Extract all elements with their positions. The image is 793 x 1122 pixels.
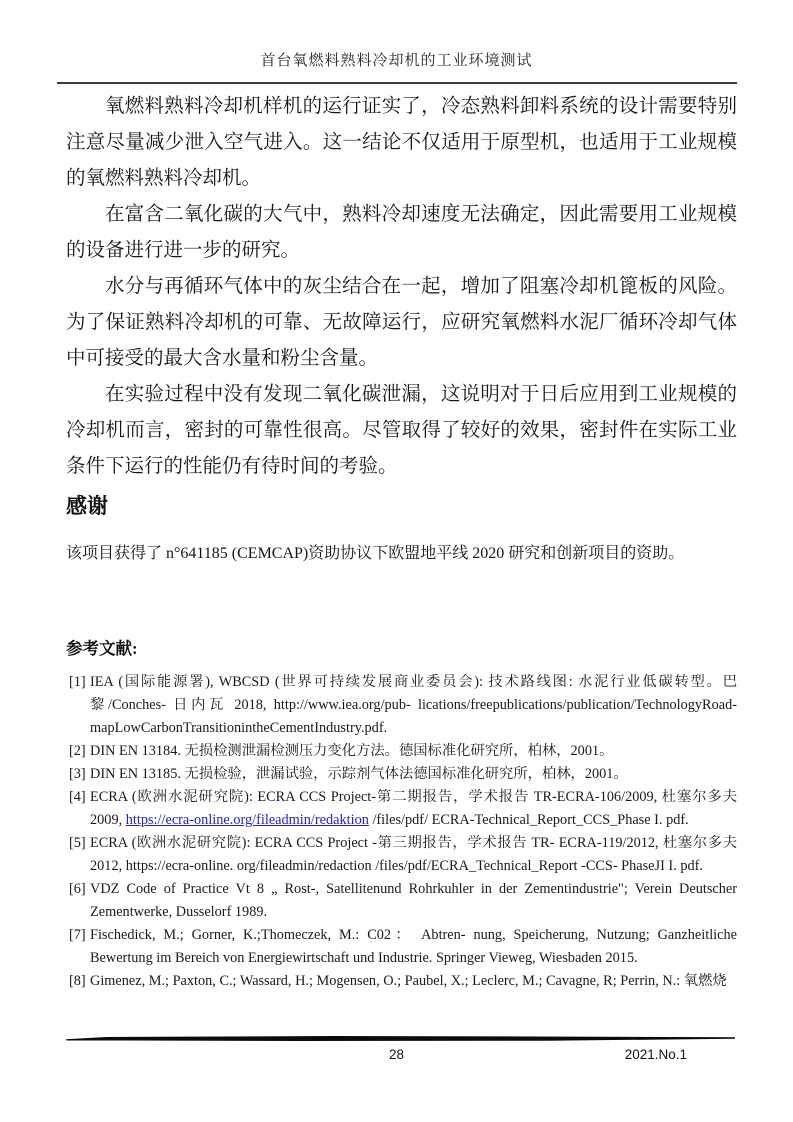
- reference-text: ECRA (欧洲水泥研究院): ECRA CCS Project -第三期报告，学术报告 TR- ECRA-119/2012, 杜塞尔多夫 2012, https://ecra-online. org/fileadmin/redaction /files/pdf/ECRA_Technical_Report -CCS- PhaseJI I. pdf.: [90, 835, 737, 874]
- reference-item: [66, 832, 737, 878]
- reference-item: [66, 786, 737, 832]
- reference-text: IEA (国际能源署), WBCSD (世界可持续发展商业委员会): 技术路线图: 水泥行业低碳转型。巴黎/Conches- 日内瓦 2018, http://www.iea.org/pub- lications/freepublications/publication/TechnologyRoad-mapLowCarbonTransitionintheCementIndustry.pdf.: [90, 674, 737, 736]
- reference-text: DIN EN 13185. 无损检验，泄漏试验，示踪剂气体法德国标准化研究所，柏林，2001。: [90, 766, 628, 782]
- reference-item: [66, 878, 737, 924]
- reference-text: ECRA (欧洲水泥研究院): ECRA CCS Project-第二期报告，学术报告 TR-ECRA-106/2009, 杜塞尔多夫 2009, https://ecra-online.org/fileadmin/redaktion /files/pdf/ ECRA-Technical_Report_CCS_Phase I. pdf.: [90, 789, 737, 828]
- reference-label: [1]: [69, 674, 86, 690]
- reference-list: [66, 671, 737, 993]
- reference-label: [8]: [69, 973, 86, 989]
- acknowledgment-heading: 感谢: [66, 494, 108, 518]
- reference-text: Fischedick, M.; Gorner, K.;Thomeczek, M.: C02： Abtren- nung, Speicherung, Nutzung; Ganzheitliche Bewertung im Bereich von Energiewirtschaft und Industrie. Springer Vieweg, Wiesbaden 2015.: [90, 927, 737, 966]
- reference-text: VDZ Code of Practice Vt 8 „ Rost-, Satellitenund Rohrkuhler in der Zementindustrie"; Verein Deutscher Zementwerke, Dusselorf 1989.: [90, 881, 737, 920]
- reference-label: [4]: [69, 789, 86, 805]
- body-paragraph: 氧燃料熟料冷却机样机的运行证实了，冷态熟料卸料系统的设计需要特别注意尽量减少泄入空气进入。这一结论不仅适用于原型机，也适用于工业规模的氧燃料熟料冷却机。: [66, 96, 737, 189]
- body-text-block: [0, 84, 793, 485]
- reference-item: [66, 740, 737, 763]
- reference-item: [66, 970, 737, 993]
- reference-text: Gimenez, M.; Paxton, C.; Wassard, H.; Mogensen, O.; Paubel, X.; Leclerc, M.; Cavagne, R; Perrin, N.: 氧燃烧: [90, 973, 727, 989]
- page-footer: [0, 1036, 793, 1063]
- running-header-title: 首台氧燃料熟料冷却机的工业环境测试: [260, 53, 533, 69]
- footer-rule-bar: [66, 1036, 735, 1041]
- acknowledgment-text: 该项目获得了 n°641185 (CEMCAP)资助协议下欧盟地平线 2020 研究和创新项目的资助。: [66, 545, 685, 562]
- reference-item: [66, 763, 737, 786]
- reference-label: [3]: [69, 766, 86, 782]
- reference-label: [7]: [69, 927, 86, 943]
- reference-link[interactable]: https://ecra-online.org/fileadmin/redaktion: [125, 812, 369, 828]
- issue-label: 2021.No.1: [624, 1047, 687, 1062]
- reference-item: [66, 671, 737, 740]
- page-number: 28: [388, 1047, 405, 1062]
- reference-label: [6]: [69, 881, 86, 897]
- reference-item: [66, 924, 737, 970]
- acknowledgment-block: [0, 518, 793, 563]
- footer-row: [0, 1046, 793, 1063]
- body-paragraph: 水分与再循环气体中的灰尘结合在一起，增加了阻塞冷却机篦板的风险。为了保证熟料冷却机的可靠、无故障运行，应研究氧燃料水泥厂循环冷却气体中可接受的最大含水量和粉尘含量。: [66, 276, 737, 369]
- references-heading: 参考文献:: [66, 639, 138, 658]
- reference-label: [5]: [69, 835, 86, 851]
- body-paragraph: 在实验过程中没有发现二氧化碳泄漏，这说明对于日后应用到工业规模的冷却机而言，密封的可靠性很高。尽管取得了较好的效果，密封件在实际工业条件下运行的性能仍有待时间的考验。: [66, 384, 737, 477]
- reference-text: DIN EN 13184. 无损检测泄漏检测压力变化方法。德国标准化研究所，柏林，2001。: [90, 743, 614, 759]
- body-paragraph: 在富含二氧化碳的大气中，熟料冷却速度无法确定，因此需要用工业规模的设备进行进一步的研究。: [66, 204, 737, 261]
- reference-label: [2]: [69, 743, 86, 759]
